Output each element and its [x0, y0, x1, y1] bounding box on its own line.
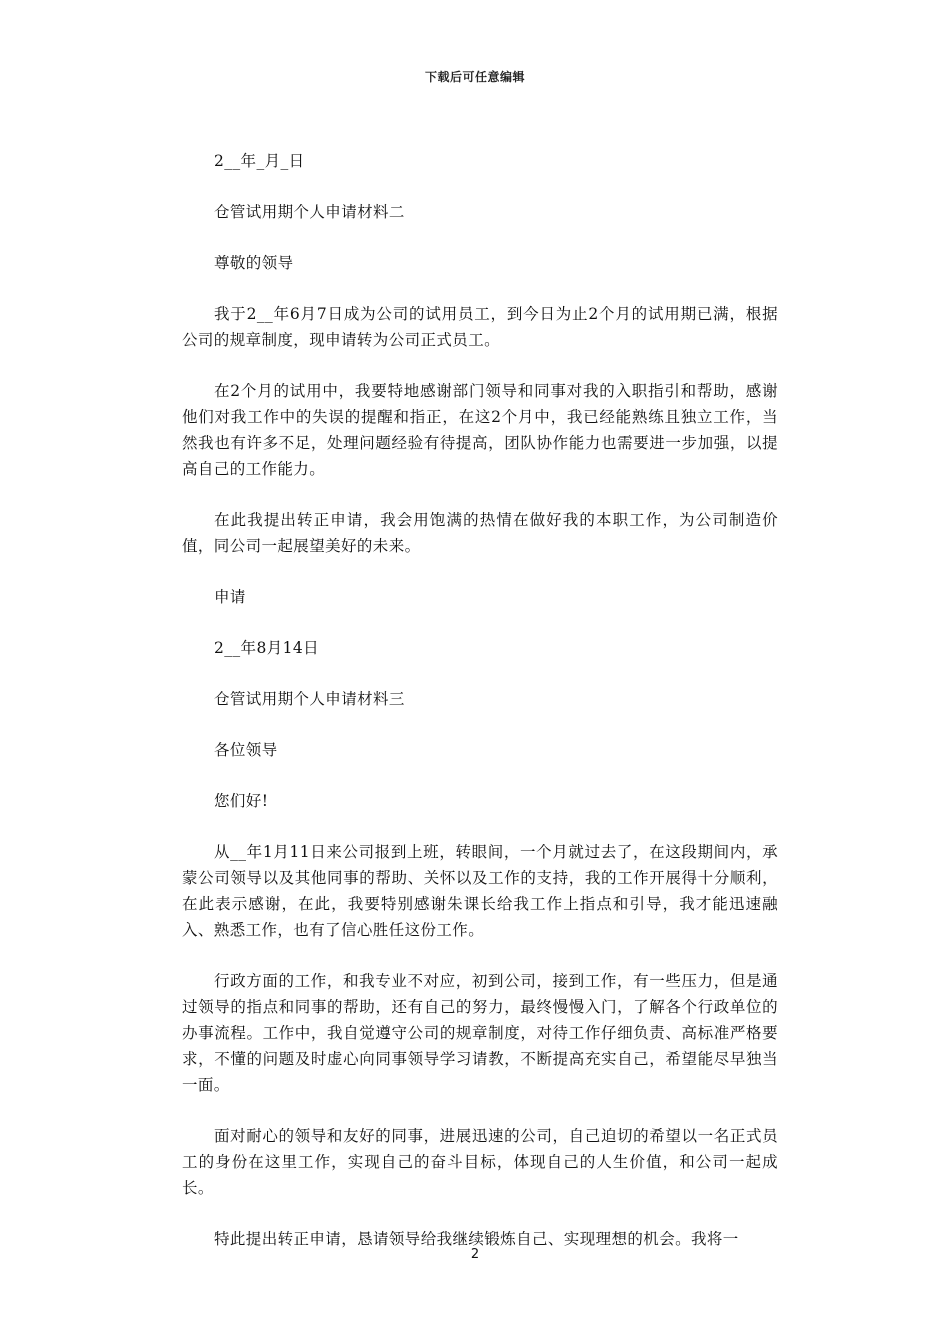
signature-line: 申请	[214, 588, 246, 606]
body-paragraph: 在此我提出转正申请，我会用饱满的热情在做好我的本职工作，为公司制造价值，同公司一起展望美好的未来。	[182, 511, 778, 555]
section-title-two: 仓管试用期个人申请材料二	[214, 203, 405, 221]
body-paragraph: 我于2__年6月7日成为公司的试用员工，到今日为止2个月的试用期已满，根据公司的规章制度，现申请转为公司正式员工。	[182, 305, 778, 349]
body-paragraph: 行政方面的工作，和我专业不对应，初到公司，接到工作，有一些压力，但是通过领导的指点和同事的帮助，还有自己的努力，最终慢慢入门，了解各个行政单位的办事流程。工作中，我自觉遵守公司的规章制度，对待工作仔细负责、高标准严格要求，不懂的问题及时虚心向同事领导学习请教，不断提高充实自己，希望能尽早独当一面。	[182, 972, 778, 1094]
body-paragraph: 在2个月的试用中，我要特地感谢部门领导和同事对我的入职指引和帮助，感谢他们对我工作中的失误的提醒和指正，在这2个月中，我已经能熟练且独立工作，当然我也有许多不足，处理问题经验有待提高，团队协作能力也需要进一步加强，以提高自己的工作能力。	[182, 382, 778, 478]
section-title-three: 仓管试用期个人申请材料三	[214, 690, 405, 708]
salutation: 各位领导	[214, 741, 278, 759]
date-line: 2__年8月14日	[214, 639, 320, 657]
document-body	[182, 148, 778, 1277]
page-header-note: 下载后可任意编辑	[424, 70, 525, 84]
salutation: 尊敬的领导	[214, 254, 294, 272]
body-paragraph: 面对耐心的领导和友好的同事，进展迅速的公司，自己迫切的希望以一名正式员工的身份在这里工作，实现自己的奋斗目标，体现自己的人生价值，和公司一起成长。	[182, 1127, 778, 1197]
greeting: 您们好!	[214, 792, 269, 810]
body-paragraph: 从__年1月11日来公司报到上班，转眼间，一个月就过去了，在这段期间内，承蒙公司领导以及其他同事的帮助、关怀以及工作的支持，我的工作开展得十分顺利， 在此表示感谢，在此，我要特别感谢朱课长给我工作上指点和引导，我才能迅速融入、熟悉工作，也有了信心胜任这份工作。	[182, 843, 778, 939]
body-paragraph: 特此提出转正申请，恳请领导给我继续锻炼自己、实现理想的机会。我将一	[214, 1230, 739, 1248]
date-line: 2__年_月_日	[214, 152, 305, 170]
page-number: 2	[470, 1247, 480, 1262]
